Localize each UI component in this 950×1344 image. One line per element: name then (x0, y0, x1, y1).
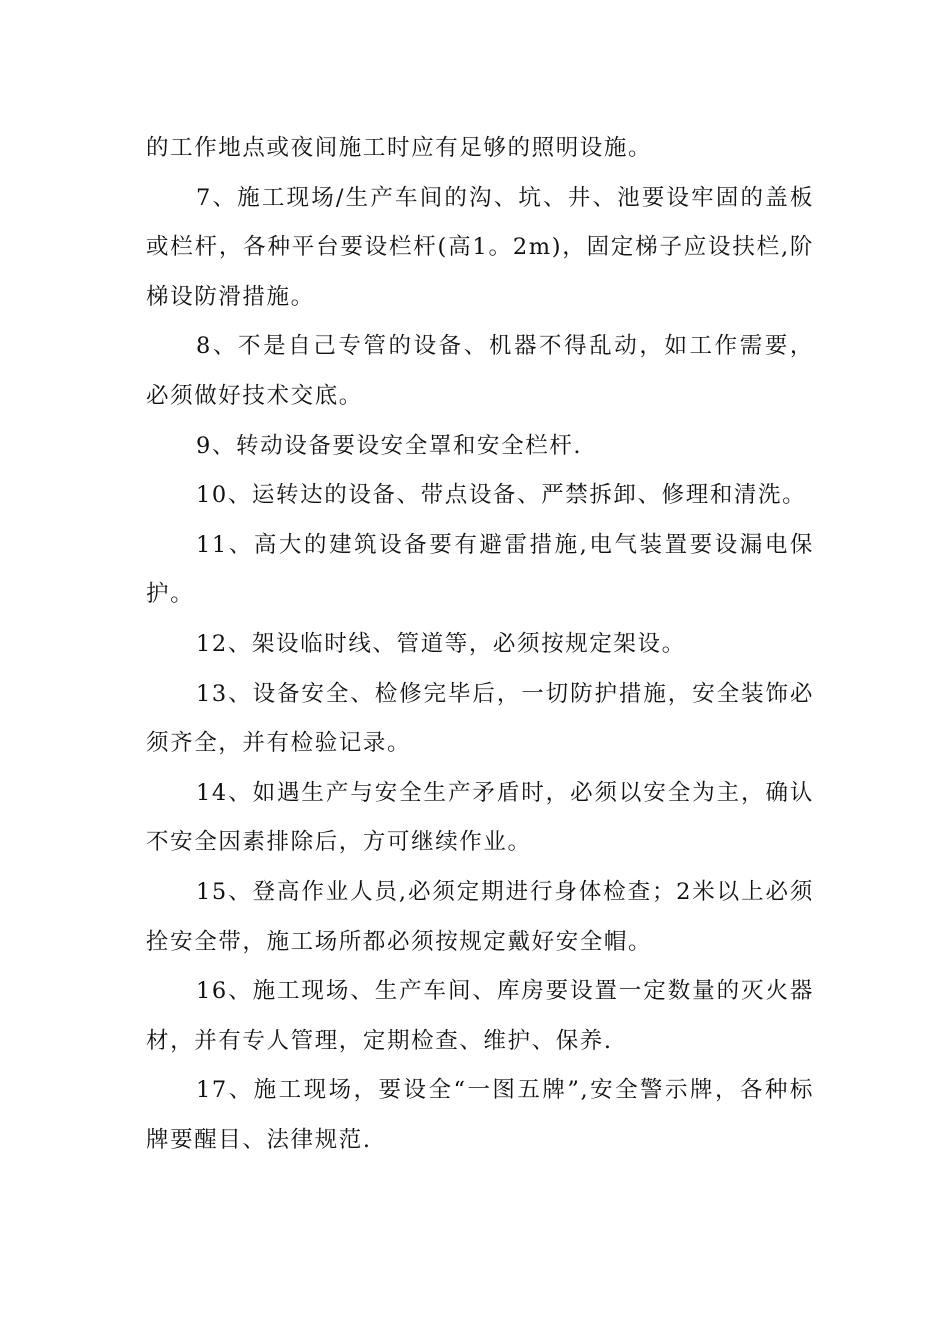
paragraph-item-14: 14、如遇生产与安全生产矛盾时，必须以安全为主，确认不安全因素排除后，方可继续作业。 (146, 779, 814, 856)
document-body (146, 124, 814, 1165)
paragraph-item-12: 12、架设临时线、管道等，必须按规定架设。 (196, 630, 686, 657)
paragraph-item-16: 16、施工现场、生产车间、库房要设置一定数量的灭火器材，并有专人管理，定期检查、维护、保养. (146, 978, 814, 1054)
paragraph-item-11: 11、高大的建筑设备要有避雷措施,电气装置要设漏电保护。 (146, 531, 814, 608)
paragraph-item-17: 17、施工现场，要设全“一图五牌”,安全警示牌，各种标牌要醒目、法律规范. (146, 1077, 814, 1153)
paragraph-item-15: 15、登高作业人员,必须定期进行身体检查；2米以上必须拴安全带，施工场所都必须按规定戴好安全帽。 (146, 878, 814, 955)
paragraph-continuation: 的工作地点或夜间施工时应有足够的照明设施。 (146, 135, 653, 161)
paragraph-item-8: 8、不是自己专管的设备、机器不得乱动，如工作需要，必须做好技术交底。 (146, 333, 814, 409)
paragraph-item-7: 7、施工现场/生产车间的沟、坑、井、池要设牢固的盖板或栏杆，各种平台要设栏杆(高1。2m)，固定梯子应设扶栏,阶梯设防滑措施。 (146, 184, 814, 310)
paragraph-item-10: 10、运转达的设备、带点设备、严禁拆卸、修理和清洗。 (196, 482, 807, 509)
paragraph-item-9: 9、转动设备要设安全罩和安全栏杆. (196, 432, 583, 459)
paragraph-item-13: 13、设备安全、检修完毕后，一切防护措施，安全装饰必须齐全，并有检验记录。 (146, 680, 814, 757)
